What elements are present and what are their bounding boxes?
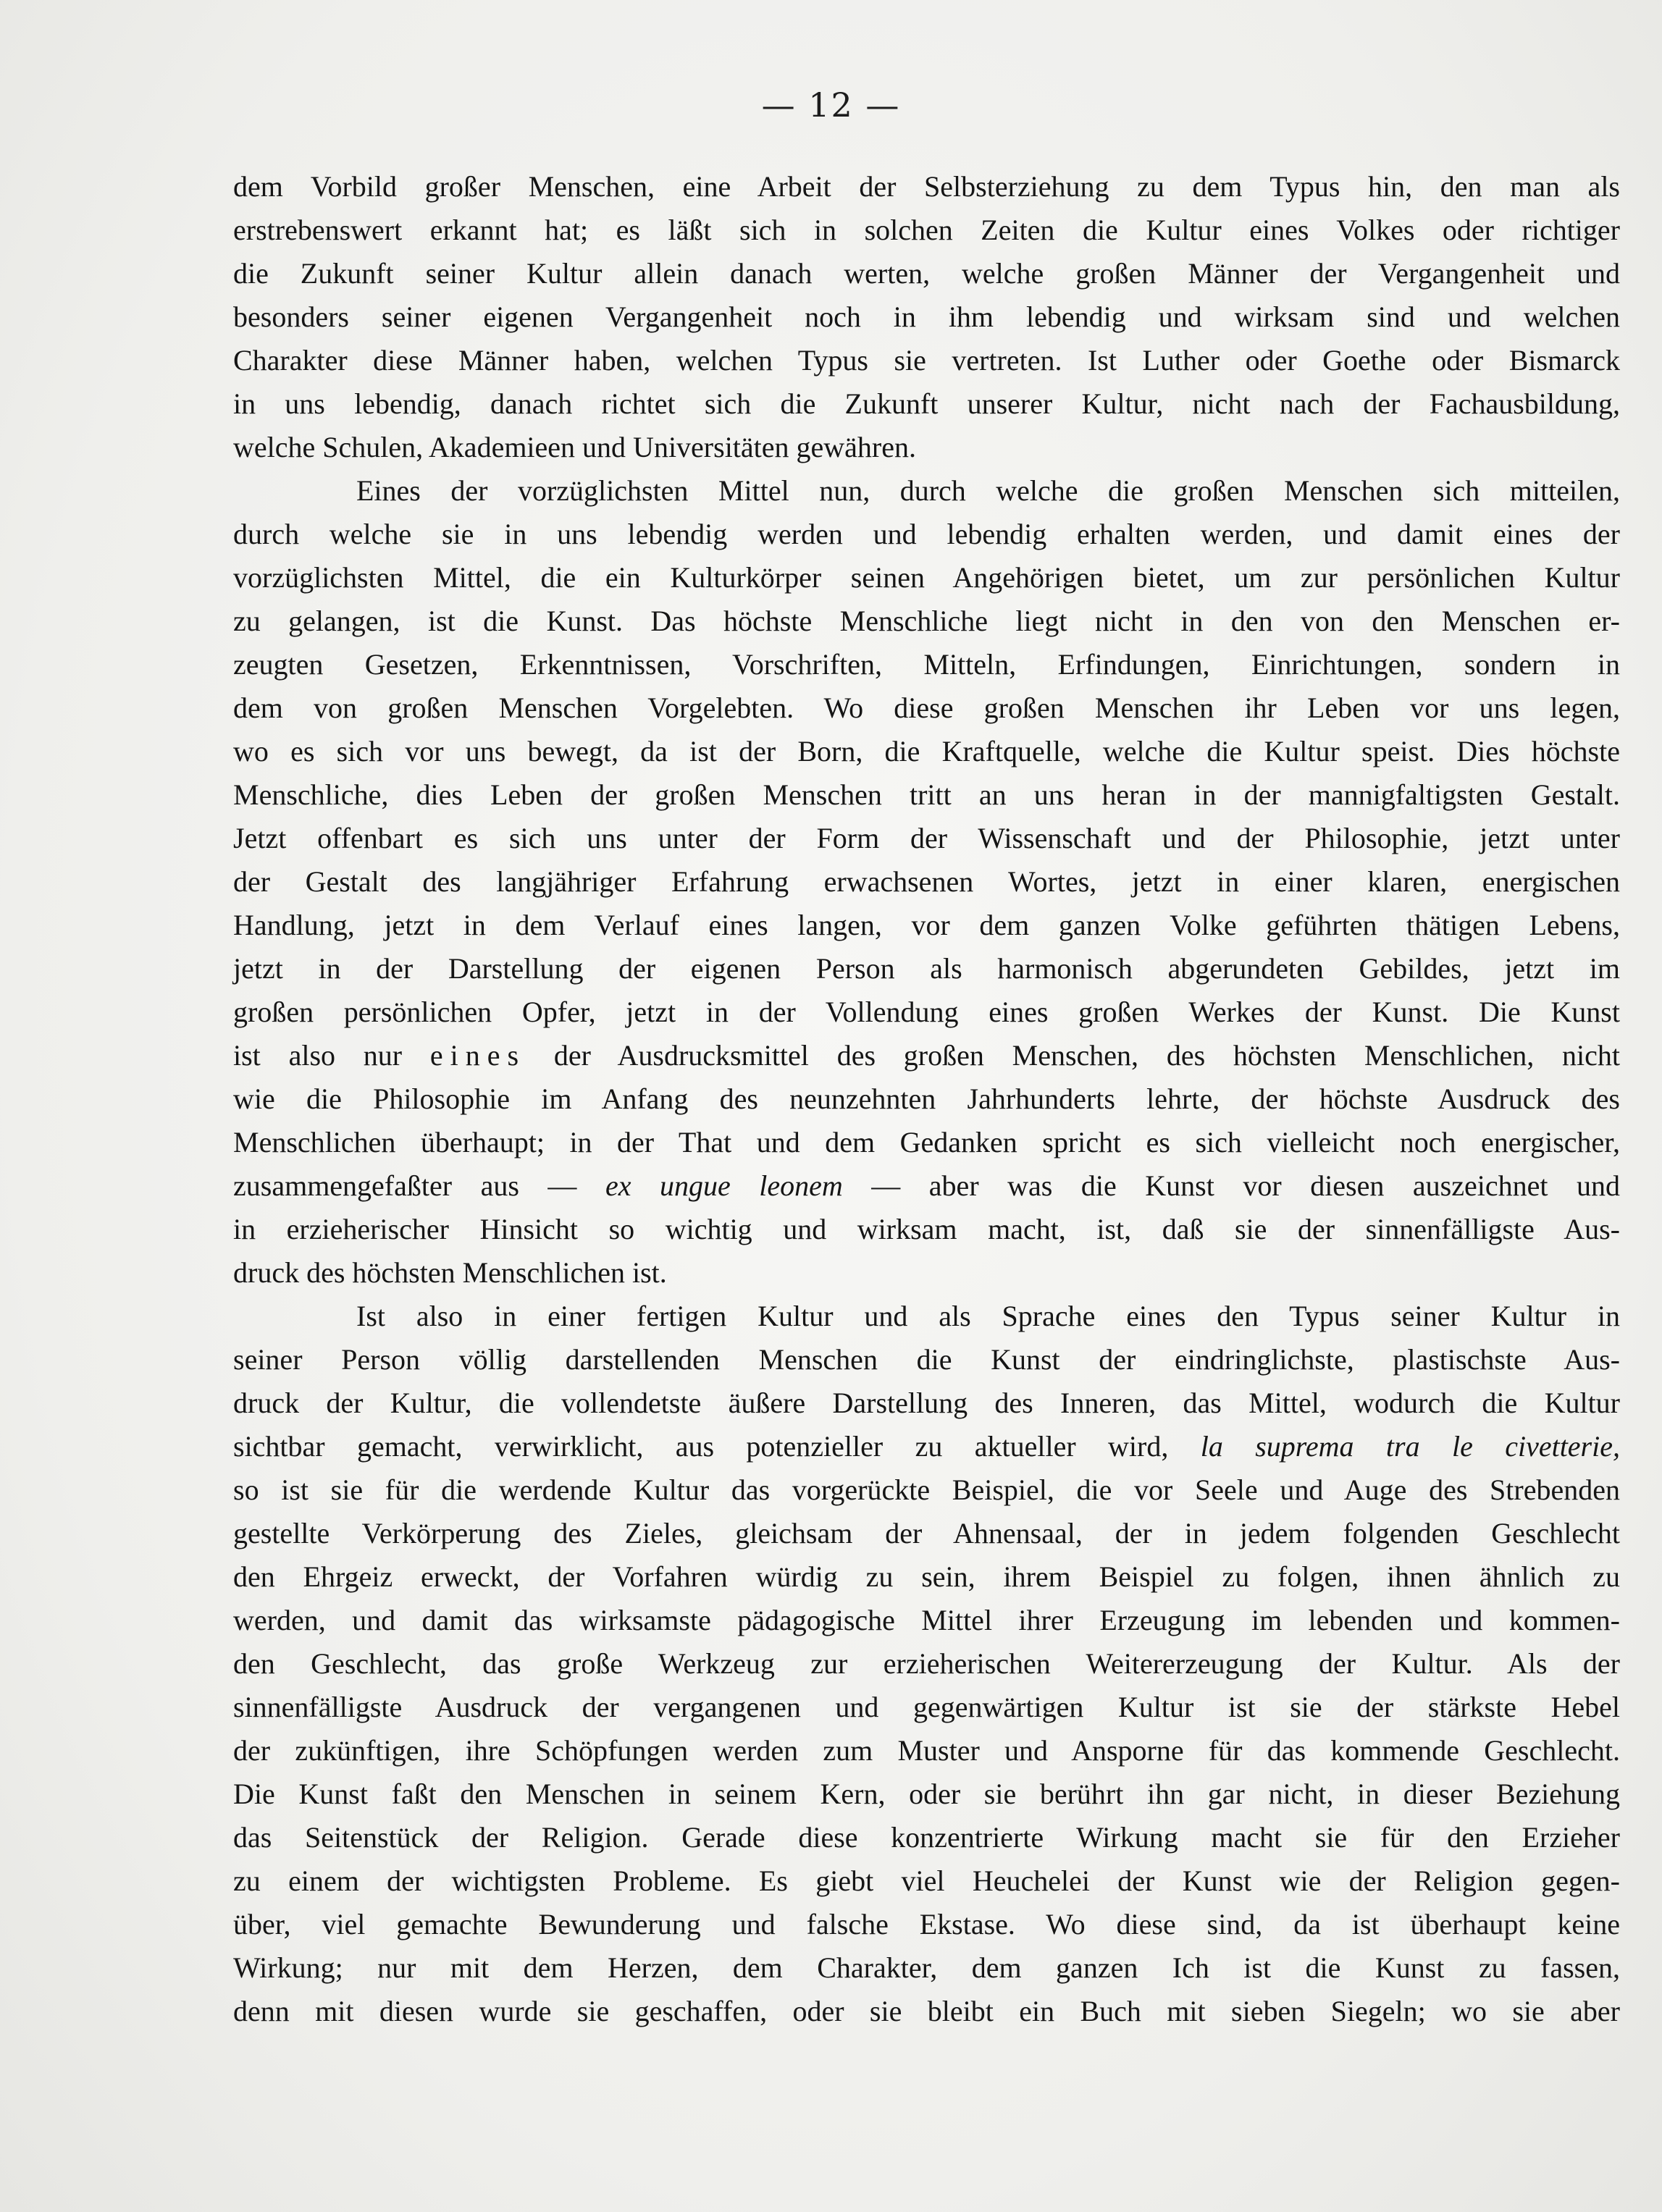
- text-line: besonders seiner eigenen Vergangenheit noch in ihm lebendig und wirksam sind und welchen: [233, 300, 1620, 333]
- text-line: gestellte Verkörperung des Zieles, gleichsam der Ahnensaal, der in jedem folgenden Geschlecht: [233, 1517, 1620, 1549]
- text-line: so ist sie für die werdende Kultur das vorgerückte Beispiel, die vor Seele und Auge des Strebenden: [233, 1473, 1620, 1506]
- text-line: jetzt in der Darstellung der eigenen Person als harmonisch abgerundeten Gebildes, jetzt im: [233, 952, 1620, 985]
- text-line: erstrebenswert erkannt hat; es läßt sich in solchen Zeiten die Kultur eines Volkes oder richtiger: [233, 214, 1620, 246]
- text-line-spaced: [233, 1034, 1620, 1077]
- text-line: welche Schulen, Akademieen und Universitäten gewähren.: [233, 431, 917, 463]
- italian-quote: la suprema tra le civetterie,: [1200, 1430, 1620, 1463]
- text-line: durch welche sie in uns lebendig werden und lebendig erhalten werden, und damit eines der: [233, 518, 1620, 550]
- text-line-latin: [233, 1164, 1620, 1208]
- text-segment: sichtbar gemacht, verwirklicht, aus potenzieller zu aktueller wird,: [233, 1430, 1201, 1463]
- text-line: den Ehrgeiz erweckt, der Vorfahren würdig zu sein, ihrem Beispiel zu folgen, ihnen ähnlich zu: [233, 1560, 1620, 1593]
- text-line: denn mit diesen wurde sie geschaffen, oder sie bleibt ein Buch mit sieben Siegeln; wo sie aber: [233, 1995, 1620, 2027]
- body-text: [233, 165, 1620, 2033]
- text-segment: ist also nur: [233, 1039, 430, 1072]
- text-line: großen persönlichen Opfer, jetzt in der Vollendung eines großen Werkes der Kunst. Die Kunst: [233, 996, 1620, 1028]
- text-group-b: [233, 1077, 1620, 1164]
- text-line: der zukünftigen, ihre Schöpfungen werden zum Muster und Ansporne für das kommende Geschlecht.: [233, 1734, 1620, 1767]
- text-line: dem von großen Menschen Vorgelebten. Wo diese großen Menschen ihr Leben vor uns legen,: [233, 691, 1620, 724]
- text-line: Jetzt offenbart es sich uns unter der Form der Wissenschaft und der Philosophie, jetzt unter: [233, 822, 1620, 854]
- text-group-d: [233, 1468, 1620, 2033]
- text-segment: der Ausdrucksmittel des großen Menschen, des höchsten Menschlichen, nicht: [526, 1039, 1621, 1072]
- text-line: sinnenfälligste Ausdruck der vergangenen und gegenwärtigen Kultur ist sie der stärkste Hebel: [233, 1691, 1620, 1723]
- text-line: werden, und damit das wirksamste pädagogische Mittel ihrer Erzeugung im lebenden und kommen-: [233, 1604, 1620, 1636]
- text-line: über, viel gemachte Bewunderung und falsche Ekstase. Wo diese sind, da ist überhaupt keine: [233, 1908, 1620, 1940]
- text-line-italian: [233, 1425, 1620, 1468]
- text-line: zu einem der wichtigsten Probleme. Es giebt viel Heuchelei der Kunst wie der Religion gegen-: [233, 1864, 1620, 1897]
- text-segment: zusammengefaßter aus —: [233, 1169, 605, 1202]
- latin-quote: ex ungue leonem: [605, 1169, 843, 1202]
- page-number: — 12 —: [761, 85, 901, 125]
- text-line: in erzieherischer Hinsicht so wichtig und wirksam macht, ist, daß sie der sinnenfälligste Aus-: [233, 1213, 1620, 1245]
- text-line: der Gestalt des langjähriger Erfahrung erwachsenen Wortes, jetzt in einer klaren, energischen: [233, 865, 1620, 898]
- text-group-c: [233, 1208, 1620, 1425]
- text-line: Handlung, jetzt in dem Verlauf eines langen, vor dem ganzen Volke geführten thätigen Lebens,: [233, 909, 1620, 941]
- text-line: Ist also in einer fertigen Kultur und als Sprache eines den Typus seiner Kultur in: [356, 1300, 1620, 1332]
- text-line: Wirkung; nur mit dem Herzen, dem Charakter, dem ganzen Ich ist die Kunst zu fassen,: [233, 1951, 1620, 1984]
- text-line: zeugten Gesetzen, Erkenntnissen, Vorschriften, Mitteln, Erfindungen, Einrichtungen, sondern in: [233, 648, 1620, 681]
- text-line: druck des höchsten Menschlichen ist.: [233, 1256, 667, 1289]
- text-line: druck der Kultur, die vollendetste äußere Darstellung des Inneren, das Mittel, wodurch die Kultur: [233, 1387, 1620, 1419]
- text-line: wie die Philosophie im Anfang des neunzehnten Jahrhunderts lehrte, der höchste Ausdruck des: [233, 1082, 1620, 1115]
- text-group-a: [233, 165, 1620, 1034]
- text-line: Menschlichen überhaupt; in der That und dem Gedanken spricht es sich vielleicht noch energischer,: [233, 1126, 1620, 1158]
- text-segment: — aber was die Kunst vor diesen auszeichnet und: [842, 1169, 1620, 1202]
- text-line: den Geschlecht, das große Werkzeug zur erzieherischen Weitererzeugung der Kultur. Als der: [233, 1647, 1620, 1680]
- text-line: dem Vorbild großer Menschen, eine Arbeit der Selbsterziehung zu dem Typus hin, den man als: [233, 170, 1620, 203]
- text-line: Menschliche, dies Leben der großen Menschen tritt an uns heran in der mannigfaltigsten Gestalt.: [233, 778, 1620, 811]
- text-line: wo es sich vor uns bewegt, da ist der Born, die Kraftquelle, welche die Kultur speist. Dies höchste: [233, 735, 1620, 768]
- text-line: seiner Person völlig darstellenden Menschen die Kunst der eindringlichste, plastischste Aus-: [233, 1343, 1620, 1376]
- text-line: die Zukunft seiner Kultur allein danach werten, welche großen Männer der Vergangenheit und: [233, 257, 1620, 290]
- emphasized-word: eines: [429, 1039, 526, 1072]
- text-line: das Seitenstück der Religion. Gerade diese konzentrierte Wirkung macht sie für den Erzieher: [233, 1821, 1620, 1854]
- text-line: Eines der vorzüglichsten Mittel nun, durch welche die großen Menschen sich mitteilen,: [356, 474, 1620, 507]
- text-line: Charakter diese Männer haben, welchen Typus sie vertreten. Ist Luther oder Goethe oder Bismarck: [233, 344, 1620, 377]
- text-line: Die Kunst faßt den Menschen in seinem Kern, oder sie berührt ihn gar nicht, in dieser Beziehung: [233, 1778, 1620, 1810]
- text-line: zu gelangen, ist die Kunst. Das höchste Menschliche liegt nicht in den von den Menschen er-: [233, 605, 1620, 637]
- text-line: in uns lebendig, danach richtet sich die Zukunft unserer Kultur, nicht nach der Fachausbildung,: [233, 387, 1620, 420]
- text-line: vorzüglichsten Mittel, die ein Kulturkörper seinen Angehörigen bietet, um zur persönlichen Kultur: [233, 561, 1620, 594]
